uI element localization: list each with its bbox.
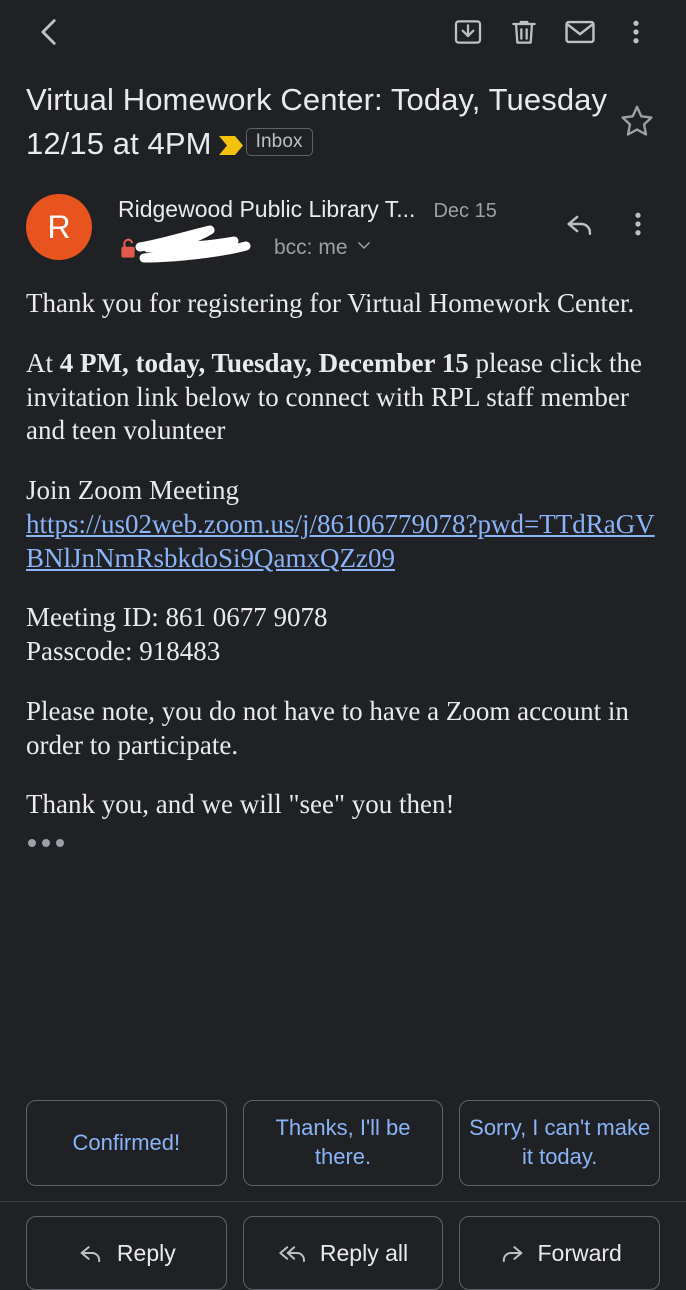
smart-reply-chips [0,1100,686,1186]
forward-button[interactable] [459,1216,660,1290]
sender-details[interactable] [92,194,554,263]
email-date: Dec 15 [433,200,497,223]
meeting-id: Meeting ID: 861 0677 9078 [26,602,328,633]
reply-all-button-label: Reply all [319,1239,409,1266]
back-arrow-icon[interactable] [22,4,78,60]
zoom-link[interactable] [26,508,660,576]
body-p2-pre: At [26,347,60,378]
recipients-text: bcc: me [274,236,348,260]
important-marker-icon [218,135,244,156]
envelope-icon[interactable] [552,4,608,60]
body-paragraph-4: Please note, you do not have to have a Zoom account in order to participate. [26,695,629,760]
more-options-icon[interactable] [612,198,664,250]
forward-button-label: Forward [537,1239,622,1266]
reply-arrow-icon [77,1239,105,1267]
subject-area [0,64,686,166]
sender-row [0,166,686,263]
show-trimmed-content-button[interactable] [26,833,66,853]
reply-button-label: Reply [116,1239,176,1266]
avatar[interactable]: R [26,194,92,260]
subject-text: Virtual Homework Center: Today, Tuesday 12/15 at 4PM [26,82,608,162]
sender-actions [554,198,664,250]
reply-arrow-icon[interactable] [554,198,606,250]
redaction-scribble [134,217,254,263]
dot-icon [56,839,64,847]
body-join-zoom-heading: Join Zoom Meeting [26,475,239,506]
forward-arrow-icon [498,1239,526,1267]
bottom-action-bar [0,1202,686,1280]
body-paragraph-5: Thank you, and we will "see" you then! [26,789,455,820]
recipients-summary[interactable] [274,236,373,260]
reply-button[interactable] [26,1216,227,1290]
label-chip-inbox[interactable]: Inbox [246,128,313,156]
zoom-link-anchor[interactable]: https://us02web.zoom.us/j/86106779078?pwd=TTdRaGVBNlJnNmRsbkdoSi9QamxQZz09 [26,508,655,573]
body-p2-post: please click the invitation link below to connect with RPL staff member and teen volunteer [26,347,642,446]
archive-icon[interactable] [440,4,496,60]
sender-name: Ridgewood Public Library T... [118,196,416,223]
email-body [0,263,686,856]
smart-reply-chip-1[interactable]: Confirmed! [26,1100,227,1186]
smart-reply-chip-3[interactable]: Sorry, I can't make it today. [459,1100,660,1186]
more-options-icon[interactable] [608,4,664,60]
page-title [26,78,610,166]
passcode: Passcode: 918483 [26,636,221,667]
star-outline-icon[interactable] [610,94,664,148]
reply-all-button[interactable] [243,1216,444,1290]
red-unlock-icon [118,236,138,260]
chevron-down-icon[interactable] [355,236,373,260]
smart-reply-chip-2[interactable]: Thanks, I'll be there. [243,1100,444,1186]
body-p2-bold: 4 PM, today, Tuesday, December 15 [59,347,469,378]
top-toolbar [0,0,686,64]
reply-all-arrow-icon [278,1239,308,1267]
body-paragraph-1: Thank you for registering for Virtual Homework Center. [26,288,635,319]
dot-icon [28,839,36,847]
dot-icon [42,839,50,847]
body-paragraph-2 [26,347,660,448]
trash-icon[interactable] [496,4,552,60]
